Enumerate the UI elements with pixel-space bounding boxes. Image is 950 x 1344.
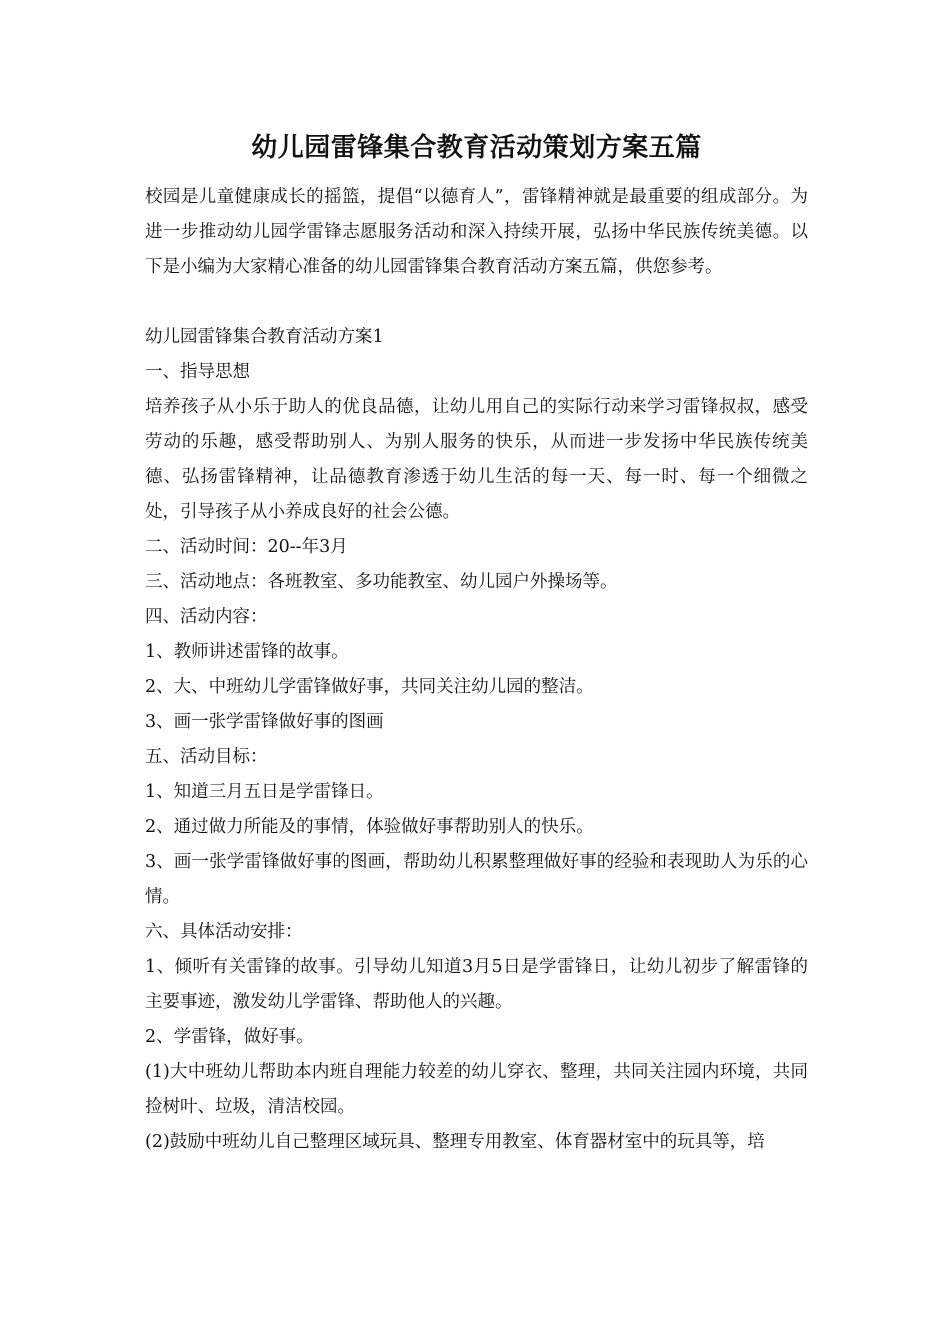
- body-paragraph: 2、学雷锋，做好事。: [145, 1027, 314, 1047]
- document-page: [145, 128, 808, 1160]
- body-paragraph: 一、指导思想: [145, 362, 250, 382]
- body-paragraph: 五、活动目标：: [145, 747, 268, 767]
- document-body: [145, 320, 808, 1160]
- body-paragraph: 1、教师讲述雷锋的故事。: [145, 642, 349, 662]
- body-paragraph: 四、活动内容：: [145, 607, 268, 627]
- body-paragraph: (2)鼓励中班幼儿自己整理区域玩具、整理专用教室、体育器材室中的玩具等，培: [145, 1132, 765, 1152]
- body-paragraph: 六、具体活动安排：: [145, 922, 303, 942]
- body-paragraph: (1)大中班幼儿帮助本内班自理能力较差的幼儿穿衣、整理，共同关注园内环境，共同捡树叶、垃圾，清洁校园。: [145, 1062, 808, 1117]
- body-paragraph: 3、画一张学雷锋做好事的图画: [145, 712, 384, 732]
- intro-paragraph: 校园是儿童健康成长的摇篮，提倡“以德育人”，雷锋精神就是最重要的组成部分。为进一步推动幼儿园学雷锋志愿服务活动和深入持续开展，弘扬中华民族传统美德。以下是小编为大家精心准备的幼儿园雷锋集合教育活动方案五篇，供您参考。: [145, 187, 808, 277]
- body-paragraph: 3、画一张学雷锋做好事的图画，帮助幼儿积累整理做好事的经验和表现助人为乐的心情。: [145, 852, 808, 907]
- body-paragraph: 1、倾听有关雷锋的故事。引导幼儿知道3月5日是学雷锋日，让幼儿初步了解雷锋的主要事迹，激发幼儿学雷锋、帮助他人的兴趣。: [145, 957, 808, 1012]
- body-paragraph: 培养孩子从小乐于助人的优良品德，让幼儿用自己的实际行动来学习雷锋叔叔，感受劳动的乐趣，感受帮助别人、为别人服务的快乐，从而进一步发扬中华民族传统美德、弘扬雷锋精神，让品德教育渗透于幼儿生活的每一天、每一时、每一个细微之处，引导孩子从小养成良好的社会公德。: [145, 397, 808, 522]
- body-paragraph: 二、活动时间：20--年3月: [145, 537, 348, 557]
- body-paragraph: 幼儿园雷锋集合教育活动方案1: [145, 327, 384, 347]
- body-paragraph: 三、活动地点：各班教室、多功能教室、幼儿园户外操场等。: [145, 572, 618, 592]
- body-paragraph: 2、大、中班幼儿学雷锋做好事，共同关注幼儿园的整洁。: [145, 677, 594, 697]
- body-paragraph: 1、知道三月五日是学雷锋日。: [145, 782, 384, 802]
- body-paragraph: 2、通过做力所能及的事情，体验做好事帮助别人的快乐。: [145, 817, 594, 837]
- document-title: 幼儿园雷锋集合教育活动策划方案五篇: [251, 133, 702, 163]
